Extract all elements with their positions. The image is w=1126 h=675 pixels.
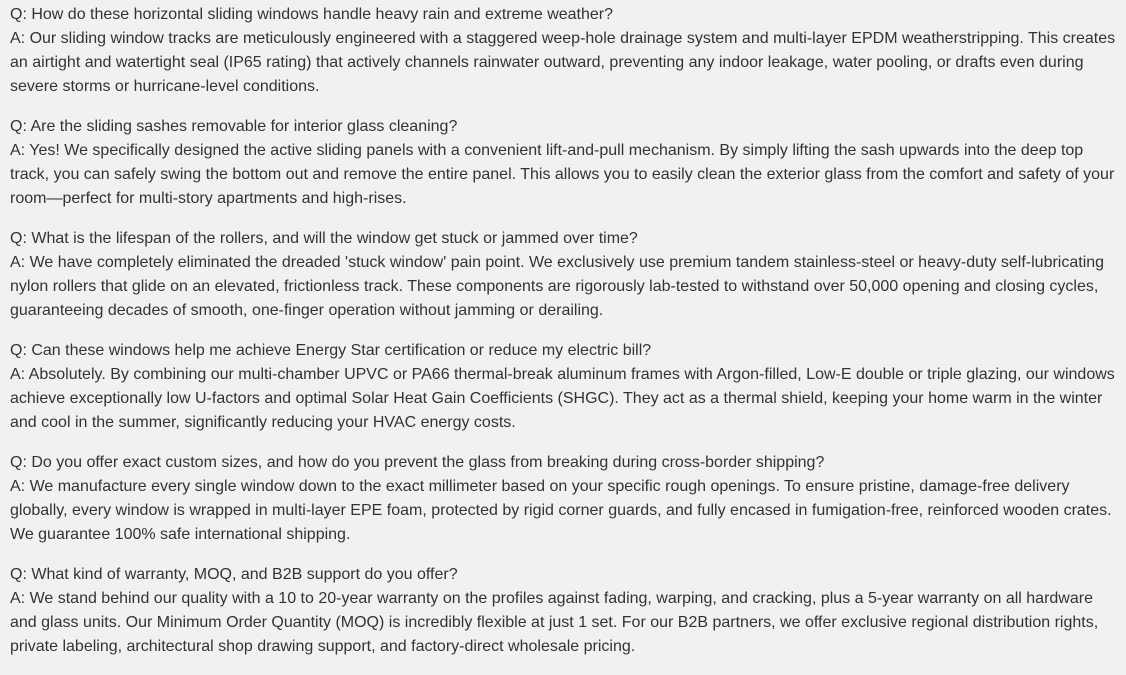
faq-question: Q: What kind of warranty, MOQ, and B2B support do you offer? xyxy=(10,566,458,583)
faq-item-weather xyxy=(10,3,1122,99)
faq-answer: A: We stand behind our quality with a 10 to 20-year warranty on the profiles against fading, warping, and cracking, plus a 5-year warranty on all hardware and glass units. Our Minimum Order Quantity (MOQ) is incredibly flexible at just 1 set. For our B2B partners, we offer exclusive regional distribution rights, private labeling, architectural shop drawing support, and factory-direct wholesale pricing. xyxy=(10,590,1099,655)
faq-item-roller-lifespan xyxy=(10,227,1122,323)
faq-item-custom-sizes-shipping xyxy=(10,451,1122,547)
faq-item-removable-sashes xyxy=(10,115,1122,211)
faq-question: Q: Do you offer exact custom sizes, and how do you prevent the glass from breaking during cross-border shipping? xyxy=(10,454,825,471)
faq-question: Q: Can these windows help me achieve Energy Star certification or reduce my electric bill? xyxy=(10,342,652,359)
faq-answer: A: Our sliding window tracks are meticulously engineered with a staggered weep-hole drainage system and multi-layer EPDM weatherstripping. This creates an airtight and watertight seal (IP65 rating) that actively channels rainwater outward, preventing any indoor leakage, water pooling, or drafts even during severe storms or hurricane-level conditions. xyxy=(10,30,1116,95)
faq-question: Q: What is the lifespan of the rollers, and will the window get stuck or jammed over time? xyxy=(10,230,638,247)
faq-answer: A: We manufacture every single window down to the exact millimeter based on your specific rough openings. To ensure pristine, damage-free delivery globally, every window is wrapped in multi-layer EPE foam, protected by rigid corner guards, and fully encased in fumigation-free, reinforced wooden crates. We guarantee 100% safe international shipping. xyxy=(10,478,1112,543)
faq-answer: A: Absolutely. By combining our multi-chamber UPVC or PA66 thermal-break aluminum frames with Argon-filled, Low-E double or triple glazing, our windows achieve exceptionally low U-factors and optimal Solar Heat Gain Coefficients (SHGC). They act as a thermal shield, keeping your home warm in the winter and cool in the summer, significantly reducing your HVAC energy costs. xyxy=(10,366,1115,431)
faq-question: Q: Are the sliding sashes removable for interior glass cleaning? xyxy=(10,118,458,135)
faq-answer: A: Yes! We specifically designed the active sliding panels with a convenient lift-and-pull mechanism. By simply lifting the sash upwards into the deep top track, you can safely swing the bottom out and remove the entire panel. This allows you to easily clean the exterior glass from the comfort and safety of your room—perfect for multi-story apartments and high-rises. xyxy=(10,142,1115,207)
faq-list xyxy=(10,3,1122,675)
faq-question: Q: How do these horizontal sliding windows handle heavy rain and extreme weather? xyxy=(10,6,614,23)
faq-item-warranty-moq xyxy=(10,563,1122,659)
faq-answer: A: We have completely eliminated the dreaded 'stuck window' pain point. We exclusively use premium tandem stainless-steel or heavy-duty self-lubricating nylon rollers that glide on an elevated, frictionless track. These components are rigorously lab-tested to withstand over 50,000 opening and closing cycles, guaranteeing decades of smooth, one-finger operation without jamming or derailing. xyxy=(10,254,1105,319)
faq-item-energy-star xyxy=(10,339,1122,435)
